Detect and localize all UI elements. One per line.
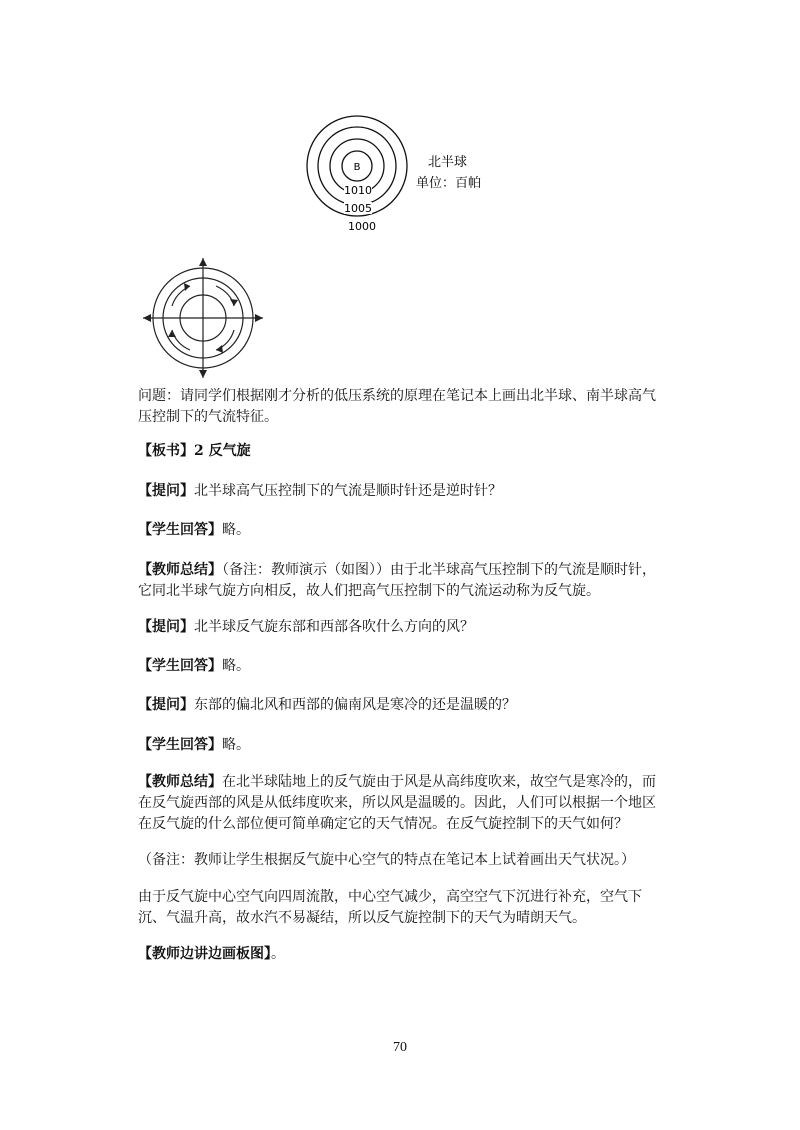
teacher-summary-paragraph-2: 【教师总结】在北半球陆地上的反气旋由于风是从高纬度吹来，故空气是寒冷的，而在反气旋西部的风是从低纬度吹来，所以风是温暖的。因此，人们可以根据一个地区在反气旋的什么部位便可简单确定它的天气情况。在反气旋控制下的天气如何？: [138, 774, 656, 832]
question-paragraph: 问题：请同学们根据刚才分析的低压系统的原理在笔记本上画出北半球、南半球高气压控制下的气流特征。: [138, 388, 656, 425]
flow-head-ne: [230, 299, 238, 306]
isobar-label-1010: 1010: [344, 184, 372, 197]
student-answer-paragraph-2: 【学生回答】略。: [138, 658, 250, 674]
arrowhead-east: [255, 314, 263, 322]
hemisphere-label: 北半球: [428, 155, 468, 170]
teacher-remark-paragraph: （备注：教师让学生根据反气旋中心空气的特点在笔记本上试着画出天气状况。）: [138, 852, 635, 868]
arrowhead-south: [199, 370, 207, 378]
isobar-label-1005: 1005: [344, 202, 372, 215]
unit-label: 单位：百帕: [416, 176, 482, 191]
anticyclone-flow-diagram: [138, 258, 268, 378]
question-paragraph-3: 【提问】北半球反气旋东部和西部各吹什么方向的风？: [138, 619, 474, 635]
board-note-paragraph: 【板书】2 反气旋: [138, 443, 251, 459]
center-label: B: [353, 162, 361, 173]
isobar-diagram: [300, 108, 510, 238]
student-answer-paragraph-3: 【学生回答】略。: [138, 737, 250, 753]
flow-head-sw: [168, 330, 176, 337]
arrowhead-west: [143, 314, 151, 322]
teacher-drawing-paragraph: 【教师边讲边画板图】。: [138, 946, 285, 962]
explanation-paragraph: 由于反气旋中心空气向四周流散，中心空气减少，高空空气下沉进行补充，空气下沉、气温升高，故水汽不易凝结，所以反气旋控制下的天气为晴朗天气。: [138, 889, 642, 926]
teacher-summary-paragraph: 【教师总结】（备注：教师演示（如图））由于北半球高气压控制下的气流是顺时针，它同北半球气旋方向相反，故人们把高气压控制下的气流运动称为反气旋。: [138, 562, 656, 599]
question-paragraph-4: 【提问】东部的偏北风和西部的偏南风是寒冷的还是温暖的？: [138, 697, 516, 713]
page-number: 70: [393, 1040, 407, 1055]
isobar-label-1000: 1000: [348, 220, 376, 233]
question-paragraph-2: 【提问】北半球高气压控制下的气流是顺时针还是逆时针？: [138, 483, 502, 499]
student-answer-paragraph: 【学生回答】略。: [138, 522, 250, 538]
arrowhead-north: [199, 258, 207, 266]
